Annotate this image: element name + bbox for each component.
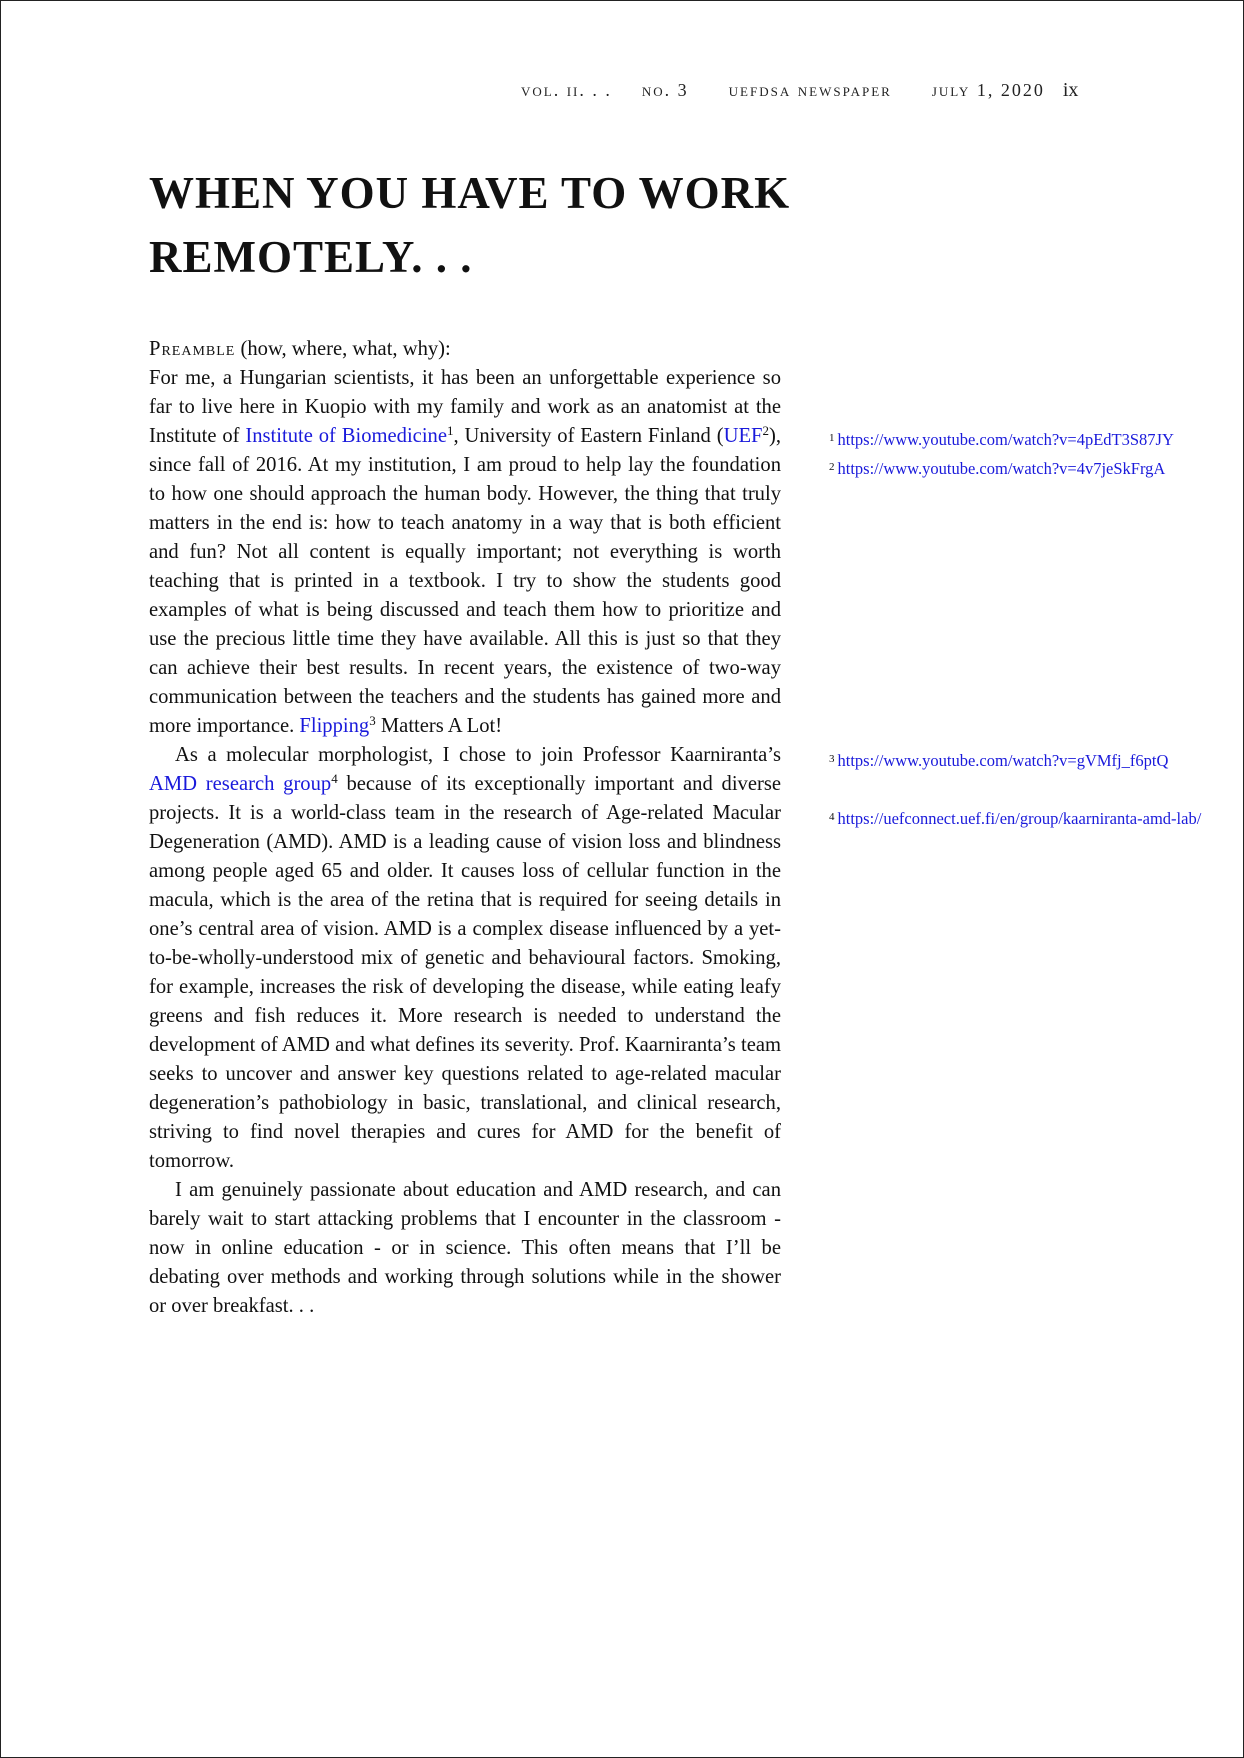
header-date: july 1, 2020 bbox=[931, 80, 1045, 100]
footnote-marker-1: 1 bbox=[446, 423, 454, 438]
sidenote-number: 2 bbox=[829, 461, 835, 473]
sidenote-url[interactable]: https://www.youtube.com/watch?v=4pEdT3S87JY bbox=[837, 430, 1174, 449]
footnote-marker-3: 3 bbox=[369, 713, 376, 728]
paragraph-1-text-c: ), since fall of 2016. At my institution, I am proud to help lay the foundation to how one should approach the human body. However, the thing that truly matters in the end is: how to teach anatomy in a way that is both efficient and fun? Not all content is equally important; not everything is worth teaching that is printed in a textbook. I try to show the students good examples of what is being discussed and teach them how to prioritize and use the precious little time they have available. All this is just so that they can achieve their best results. In recent years, the existence of two-way communication between the teachers and the students has gained more and more importance. bbox=[149, 425, 781, 737]
paragraph-1 bbox=[149, 364, 781, 741]
sidenote-3[interactable] bbox=[829, 749, 1229, 771]
footnote-marker-2: 2 bbox=[762, 423, 769, 438]
sidenote-url[interactable]: https://uefconnect.uef.fi/en/group/kaarniranta-amd-lab/ bbox=[837, 809, 1202, 828]
running-header bbox=[521, 79, 1121, 102]
sidenote-number: 1 bbox=[829, 432, 835, 444]
header-publication: uefdsa newspaper bbox=[728, 80, 892, 100]
footnote-marker-4: 4 bbox=[331, 771, 338, 786]
sidenote-url[interactable]: https://www.youtube.com/watch?v=gVMfj_f6ptQ bbox=[837, 751, 1169, 770]
article-body bbox=[149, 335, 781, 1321]
paragraph-2-text-a: As a molecular morphologist, I chose to join Professor Kaarniranta’s bbox=[175, 744, 781, 766]
link-amd-research-group[interactable]: AMD research group bbox=[149, 773, 332, 795]
sidenote-2[interactable] bbox=[829, 457, 1229, 479]
header-volume: vol. ii. . . bbox=[521, 80, 612, 100]
paragraph-1-text-b: , University of Eastern Finland ( bbox=[453, 425, 724, 447]
sidenote-4[interactable] bbox=[829, 807, 1209, 829]
sidenote-number: 3 bbox=[829, 753, 835, 765]
header-issue: no. 3 bbox=[641, 80, 689, 100]
page-number: ix bbox=[1062, 79, 1079, 101]
sidenote-number: 4 bbox=[829, 811, 835, 823]
paragraph-2-text-b: because of its exceptionally important and diverse projects. It is a world-class team in the research of Age-related Macular Degeneration (AMD). AMD is a leading cause of vision loss and blindness among people aged 65 and older. It causes loss of cellular function in the macula, which is the area of the retina that is required for seeing details in one’s central area of vision. AMD is a complex disease influenced by a yet-to-be-wholly-understood mix of genetic and behavioural factors. Smoking, for example, increases the risk of developing the disease, while eating leafy greens and fish reduces it. More research is needed to understand the development of AMD and what defines its severity. Prof. Kaarniranta’s team seeks to uncover and answer key questions related to age-related macular degeneration’s pathobiology in basic, translational, and clinical research, striving to find novel therapies and cures for AMD for the benefit of tomorrow. bbox=[149, 773, 781, 1172]
link-flipping[interactable]: Flipping bbox=[299, 715, 370, 737]
link-uef[interactable]: UEF bbox=[723, 425, 763, 447]
paragraph-2 bbox=[149, 741, 781, 1176]
article-title: WHEN YOU HAVE TO WORK REMOTELY. . . bbox=[149, 168, 791, 282]
preamble-text: (how, where, what, why): bbox=[235, 338, 451, 360]
preamble-line bbox=[149, 335, 781, 364]
sidenote-1[interactable] bbox=[829, 428, 1229, 450]
sidenote-url[interactable]: https://www.youtube.com/watch?v=4v7jeSkFrgA bbox=[837, 459, 1166, 478]
paragraph-3: I am genuinely passionate about education and AMD research, and can barely wait to start attacking problems that I encounter in the classroom - now in online education - or in science. This often means that I’ll be debating over methods and working through solutions while in the shower or over breakfast. . . bbox=[149, 1179, 781, 1317]
preamble-label: Preamble bbox=[149, 338, 236, 360]
link-institute-of-biomedicine[interactable]: Institute of Biomedicine bbox=[245, 425, 447, 447]
paragraph-1-text-a: For me, a Hungarian scientists, it has been an unforgettable experience so far to live here in Kuopio with my family and work as an anatomist at the Institute of bbox=[149, 367, 781, 447]
paragraph-1-text-d: Matters A Lot! bbox=[375, 715, 503, 737]
